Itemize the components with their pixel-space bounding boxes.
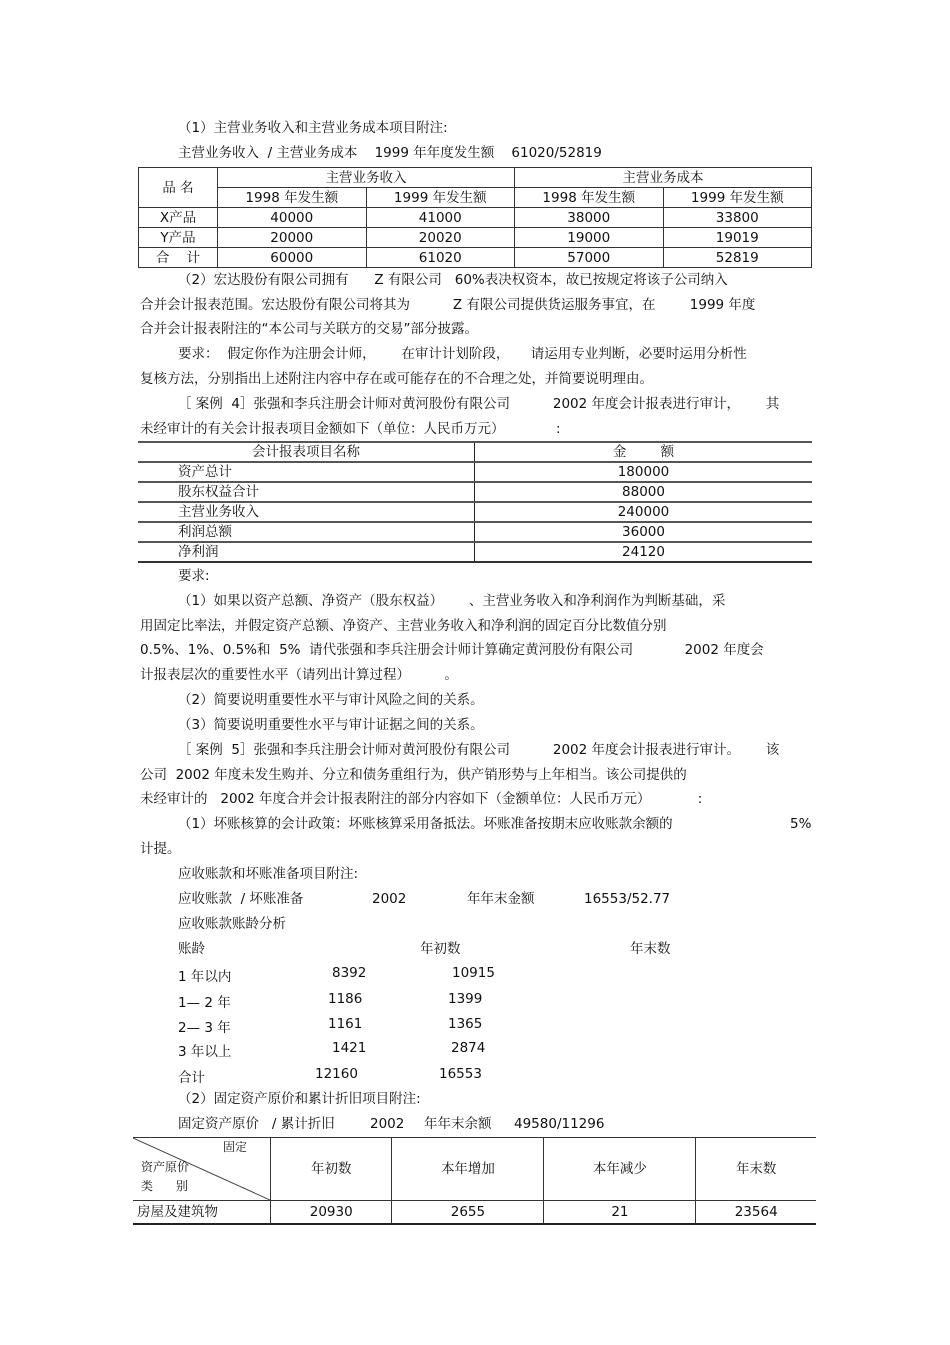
aging-begin: 1186 <box>328 991 363 1007</box>
diag-mid-label: 资产原价 <box>141 1160 190 1174</box>
aging-age: 合计 <box>178 1070 205 1086</box>
ar-summary-value: 16553/52.77 <box>584 891 671 907</box>
fa-summary-value: 49580/11296 <box>514 1116 605 1132</box>
table-row <box>139 228 812 248</box>
financial-items-table <box>138 441 812 563</box>
case5-policy-pct: 5% <box>790 816 812 832</box>
case4-line2: 未经审计的有关会计报表项目金额如下（单位：人民币万元） : <box>140 421 561 437</box>
table-row <box>133 1201 816 1225</box>
header-item-name: 会计报表项目名称 <box>138 442 475 462</box>
product-name: 合 计 <box>139 248 218 268</box>
case5-line2: 公司 2002 年度未发生购并、分立和债务重组行为，供产销形势与上年相当。该公司提供的 <box>140 767 687 783</box>
fa-summary-desc: 年年末余额 <box>424 1116 492 1132</box>
header-amount: 金 额 <box>612 444 675 460</box>
aging-header-begin: 年初数 <box>420 941 461 957</box>
table-row <box>139 248 812 268</box>
cell: 41000 <box>366 208 515 228</box>
ar-summary-year: 2002 <box>372 891 407 907</box>
item-name: 资产总计 <box>138 462 475 482</box>
section2-line1: （2）宏达股份有限公司拥有 Z 有限公司 60%表决权资本，故已按规定将该子公司纳入 <box>178 272 728 288</box>
diag-top-label: 固定 <box>223 1140 248 1154</box>
product-name: X产品 <box>139 208 218 228</box>
table-row <box>138 462 812 482</box>
requirement-line1: 要求： 假定你作为注册会计师， 在审计计划阶段， 请运用专业判断，必要时运用分析性 <box>178 346 747 362</box>
sub-header: 1998 年发生额 <box>218 188 367 208</box>
requirement-line2: 复核方法，分别指出上述附注内容中存在或可能存在的不合理之处，并简要说明理由。 <box>140 371 653 387</box>
aging-begin: 1161 <box>328 1016 363 1032</box>
group-revenue-header: 主营业务收入 <box>218 168 515 188</box>
section1-heading: （1）主营业务收入和主营业务成本项目附注: <box>178 120 448 136</box>
aging-age: 3 年以上 <box>178 1044 232 1060</box>
cell: 2655 <box>392 1201 544 1225</box>
case5-policy-line1: （1）坏账核算的会计政策：坏账核算采用备抵法。坏账准备按期末应收账款余额的 <box>178 816 673 832</box>
aging-title: 应收账款账龄分析 <box>178 916 286 932</box>
cell: 20020 <box>366 228 515 248</box>
case4-q3: （3）简要说明重要性水平与审计证据之间的关系。 <box>178 717 484 733</box>
fixed-assets-table <box>133 1137 816 1225</box>
section2-line3: 合并会计报表附注的“本公司与关联方的交易”部分披露。 <box>140 321 478 337</box>
item-amount: 24120 <box>475 542 813 562</box>
sub-header: 1999 年发生额 <box>366 188 515 208</box>
sub-header: 1999 年发生额 <box>663 188 812 208</box>
section1-summary: 主营业务收入 / 主营业务成本 1999 年年度发生额 61020/52819 <box>178 145 602 161</box>
item-name: 股东权益合计 <box>138 482 475 502</box>
case4-q1-line2: 用固定比率法，并假定资产总额、净资产、主营业务收入和净利润的固定百分比数值分别 <box>140 618 667 634</box>
fa-heading: （2）固定资产原价和累计折旧项目附注: <box>178 1091 421 1107</box>
sub-header: 1998 年发生额 <box>515 188 664 208</box>
header-begin: 年初数 <box>271 1138 392 1201</box>
header-increase: 本年增加 <box>392 1138 544 1201</box>
case4-q1-line4: 计报表层次的重要性水平（请列出计算过程） 。 <box>140 667 458 683</box>
table-row <box>138 482 812 502</box>
aging-end: 10915 <box>452 965 495 981</box>
asset-category: 房屋及建筑物 <box>133 1201 271 1225</box>
ar-summary-desc: 年年末金额 <box>467 891 535 907</box>
header-decrease: 本年减少 <box>544 1138 696 1201</box>
cell: 19019 <box>663 228 812 248</box>
case4-q1-line1: （1）如果以资产总额、净资产（股东权益） 、主营业务收入和净利润作为判断基础，采 <box>178 593 726 609</box>
case4-q2: （2）简要说明重要性水平与审计风险之间的关系。 <box>178 692 484 708</box>
aging-header-end: 年末数 <box>630 941 671 957</box>
ar-note-title: 应收账款和坏账准备项目附注: <box>178 866 359 882</box>
header-end: 年末数 <box>696 1138 816 1201</box>
fa-summary-year: 2002 <box>370 1116 405 1132</box>
cell: 60000 <box>218 248 367 268</box>
aging-age: 1— 2 年 <box>178 995 231 1011</box>
cell: 23564 <box>696 1201 816 1225</box>
cell: 19000 <box>515 228 664 248</box>
item-name: 净利润 <box>138 542 475 562</box>
ar-summary-label: 应收账款 / 坏账准备 <box>178 891 304 907</box>
case5-policy-line2: 计提。 <box>140 841 181 857</box>
item-name: 利润总额 <box>138 522 475 542</box>
cell: 38000 <box>515 208 664 228</box>
cell: 21 <box>544 1201 696 1225</box>
aging-begin: 8392 <box>332 965 367 981</box>
aging-age: 2— 3 年 <box>178 1020 231 1036</box>
col-product-header: 品 名 <box>139 168 218 208</box>
cell: 33800 <box>663 208 812 228</box>
aging-begin: 12160 <box>315 1066 358 1082</box>
aging-end: 2874 <box>451 1040 486 1056</box>
revenue-cost-table <box>138 167 812 268</box>
cell: 40000 <box>218 208 367 228</box>
table-row <box>138 522 812 542</box>
table-row <box>138 542 812 562</box>
diag-bottom-label: 类 别 <box>141 1179 188 1193</box>
diagonal-header-cell <box>133 1138 271 1201</box>
case4-q1-line3: 0.5%、1%、0.5%和 5% 请代张强和李兵注册会计师计算确定黄河股份有限公司 2002 年度会 <box>140 642 764 658</box>
case5-line3: 未经审计的 2002 年度合并会计报表附注的部分内容如下（金额单位：人民币万元） : <box>140 791 703 807</box>
aging-header-age: 账龄 <box>178 941 205 957</box>
case5-line1: ［ 案例 5］张强和李兵注册会计师对黄河股份有限公司 2002 年度会计报表进行审计。 该 <box>178 742 780 758</box>
table-row <box>138 502 812 522</box>
product-name: Y产品 <box>139 228 218 248</box>
cell: 57000 <box>515 248 664 268</box>
item-name: 主营业务收入 <box>138 502 475 522</box>
item-amount: 88000 <box>475 482 813 502</box>
item-amount: 240000 <box>475 502 813 522</box>
aging-age: 1 年以内 <box>178 969 232 985</box>
section2-line2: 合并会计报表范围。宏达股份有限公司将其为 Z 有限公司提供货运服务事宜，在 1999 年度 <box>140 297 756 313</box>
fa-summary-label: 固定资产原价 / 累计折旧 <box>178 1116 335 1132</box>
group-cost-header: 主营业务成本 <box>515 168 812 188</box>
cell: 52819 <box>663 248 812 268</box>
cell: 61020 <box>366 248 515 268</box>
cell: 20000 <box>218 228 367 248</box>
table-row <box>139 208 812 228</box>
cell: 20930 <box>271 1201 392 1225</box>
item-amount: 180000 <box>475 462 813 482</box>
aging-end: 16553 <box>439 1066 482 1082</box>
item-amount: 36000 <box>475 522 813 542</box>
aging-end: 1399 <box>448 991 483 1007</box>
case4-line1: ［ 案例 4］张强和李兵注册会计师对黄河股份有限公司 2002 年度会计报表进行审计， 其 <box>178 396 780 412</box>
aging-begin: 1421 <box>332 1040 367 1056</box>
case4-req-label: 要求: <box>178 568 210 584</box>
aging-end: 1365 <box>448 1016 483 1032</box>
